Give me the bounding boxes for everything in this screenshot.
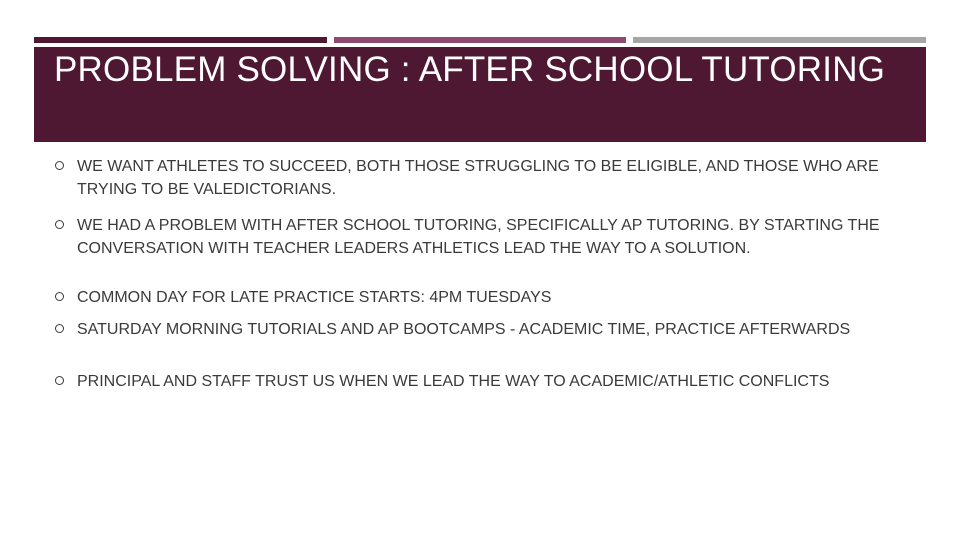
list-item [55,287,915,310]
list-item [55,371,915,394]
list-item [55,156,915,201]
hollow-circle-icon [55,376,64,385]
bullet-text: WE HAD A PROBLEM WITH AFTER SCHOOL TUTORING, SPECIFICALLY AP TUTORING. BY STARTING THE CONVERSATION WITH TEACHER LEADERS ATHLETICS LEAD THE WAY TO A SOLUTION. [77,217,880,257]
title-banner [34,47,926,142]
list-item [55,319,915,342]
bullet-text: COMMON DAY FOR LATE PRACTICE STARTS: 4PM TUESDAYS [77,289,552,306]
slide-title: PROBLEM SOLVING : AFTER SCHOOL TUTORING [54,50,886,89]
bullet-text: WE WANT ATHLETES TO SUCCEED, BOTH THOSE STRUGGLING TO BE ELIGIBLE, AND THOSE WHO ARE TRYING TO BE VALEDICTORIANS. [77,158,879,198]
hollow-circle-icon [55,161,64,170]
accent-bar-mauve [334,37,626,43]
accent-bar-dark [34,37,327,43]
accent-bar-gray [633,37,926,43]
bullet-text: PRINCIPAL AND STAFF TRUST US WHEN WE LEAD THE WAY TO ACADEMIC/ATHLETIC CONFLICTS [77,373,830,390]
list-item [55,215,915,260]
hollow-circle-icon [55,220,64,229]
hollow-circle-icon [55,324,64,333]
bullet-list [55,156,915,394]
bullet-text: SATURDAY MORNING TUTORIALS AND AP BOOTCAMPS - ACADEMIC TIME, PRACTICE AFTERWARDS [77,320,851,338]
hollow-circle-icon [55,292,64,301]
